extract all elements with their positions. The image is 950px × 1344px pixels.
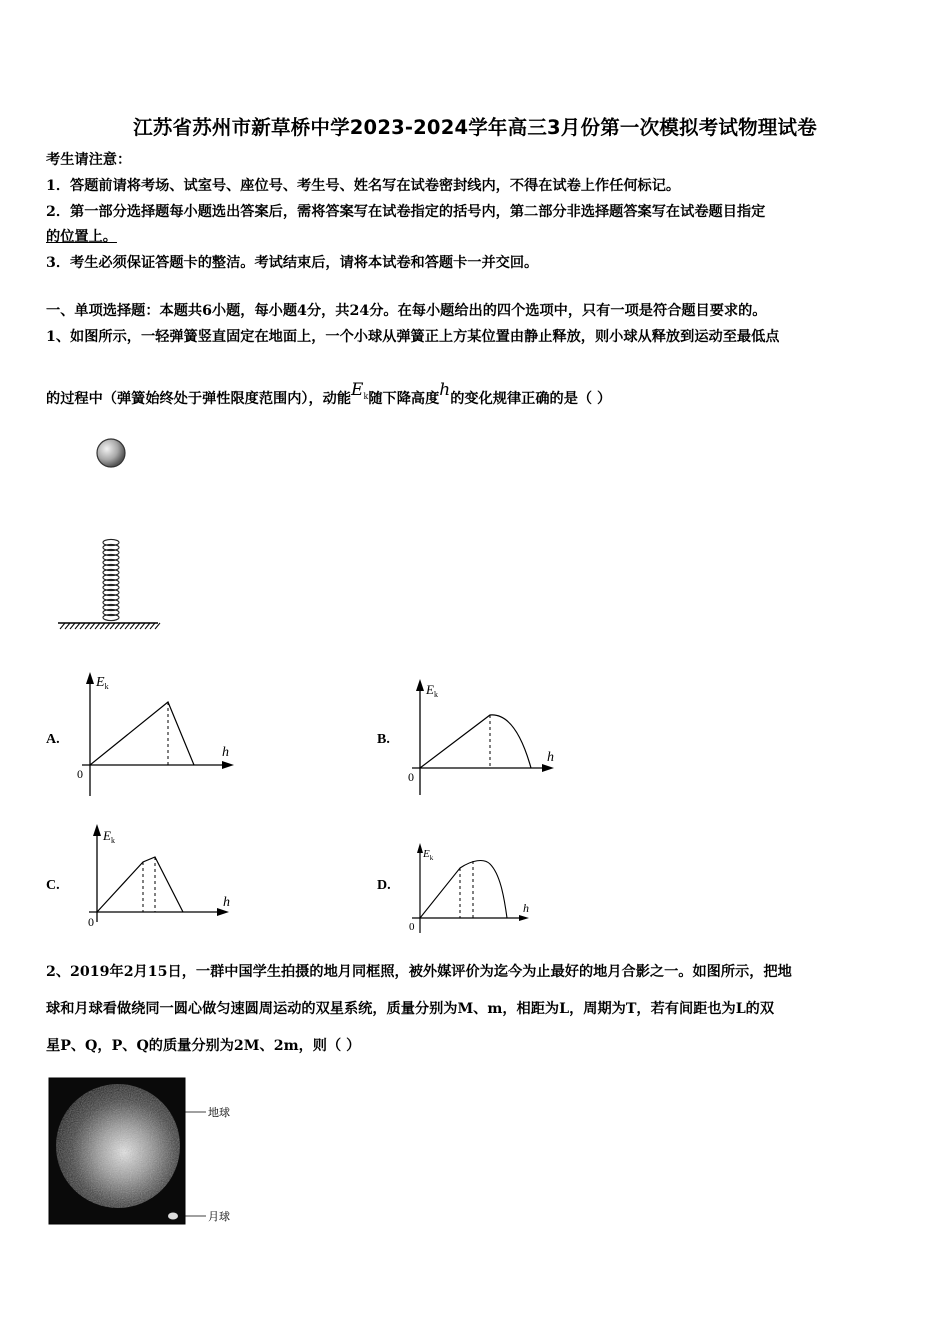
svg-text:Ek: $E_k$ [423,848,434,862]
section-heading: 一、单项选择题：本题共6小题，每小题4分，共24分。在每小题给出的四个选项中，只有一项是符合题目要求的。 [46,303,767,319]
hatch-line [135,623,140,629]
notice-item-1: 1．答题前请将考场、试室号、座位号、考生号、姓名写在试卷密封线内，不得在试卷上作任何标记。 [46,178,681,194]
q1-line2-b: 随下降高度 [368,391,440,407]
svg-text:0: 0 [88,915,94,929]
spring [103,539,119,620]
notice-item-2-cont: 的位置上。 [46,229,117,245]
moon [168,1213,178,1220]
curve [90,702,194,765]
curve [420,715,531,768]
earth-moon-photo [46,1076,246,1228]
symbol-h: h [439,380,451,400]
notice-item-2: 2．第一部分选择题每小题选出答案后，需将答案写在试卷指定的括号内，第二部分非选择题答案写在试卷题目指定 [46,204,766,220]
option-b-graph [400,673,570,803]
q2-line2: 球和月球看做绕同一圆心做匀速圆周运动的双星系统，质量分别为M、m，相距为L，周期为T，若有间距也为L的双 [46,1001,775,1017]
option-b-label: B. [377,732,390,747]
svg-text:Ek: $E_k$ [103,828,115,845]
hatch-line [140,623,145,629]
option-c-label: C. [46,878,60,893]
y-arrow [86,672,94,684]
symbol-k: k [363,392,369,401]
option-c-graph [75,822,245,937]
svg-text:h: h [523,901,529,915]
q2-line1: 2、2019年2月15日，一群中国学生拍摄的地月同框照，被外媒评价为迄今为止最好的地月合影之一。如图所示，把地 [46,964,792,980]
hatch-line [100,623,105,629]
x-label: h [222,745,229,760]
q1-line2-a: 的过程中（弹簧始终处于弹性限度范围内），动能 [46,391,352,407]
svg-text:h: h [547,750,554,765]
hatch-line [130,623,135,629]
curve [97,857,183,912]
option-d-label: D. [377,878,391,893]
notice-item-3: 3．考生必须保证答题卡的整洁。考试结束后，请将本试卷和答题卡一并交回。 [46,255,539,271]
hatch-line [125,623,130,629]
q1-line1: 1、如图所示，一轻弹簧竖直固定在地面上，一个小球从弹簧正上方某位置由静止释放，则小球从释放到运动至最低点 [46,329,780,345]
earth-label: 地球 [208,1107,230,1119]
q1-line2 [46,380,612,411]
hatch-line [120,623,125,629]
hatch-line [115,623,120,629]
hatch-line [65,623,70,629]
hatch-line [90,623,95,629]
option-a-graph [70,668,245,798]
y-label: $E_k$ [96,675,109,691]
hatch-line [85,623,90,629]
curve [420,861,507,918]
ball [97,439,125,467]
option-d-graph [400,838,550,938]
page-title: 江苏省苏州市新草桥中学2023-2024学年高三3月份第一次模拟考试物理试卷 [133,116,817,139]
hatch-line [80,623,85,629]
symbol-E: E [351,380,364,400]
hatch-line [150,623,155,629]
hatch-line [75,623,80,629]
hatch-line [95,623,100,629]
svg-text:0: 0 [408,770,414,784]
svg-text:0: 0 [409,921,415,933]
hatch-line [155,623,160,629]
moon-label: 月球 [208,1211,230,1223]
hatch-line [110,623,115,629]
hatch-line [60,623,65,629]
x-arrow [222,761,234,769]
hatch-line [105,623,110,629]
q2-line3: 星P、Q，P、Q的质量分别为2M、2m，则（ ） [46,1038,361,1054]
spring-ball-figure [52,432,164,637]
hatch-line [145,623,150,629]
notice-heading: 考生请注意： [46,152,132,168]
ground-hatch [60,623,160,629]
hatch-line [70,623,75,629]
origin-label: 0 [77,767,83,781]
svg-text:h: h [223,895,230,910]
svg-text:Ek: $E_k$ [426,682,438,699]
option-a-label: A. [46,732,60,747]
q1-line2-c: 的变化规律正确的是（ ） [450,391,612,407]
